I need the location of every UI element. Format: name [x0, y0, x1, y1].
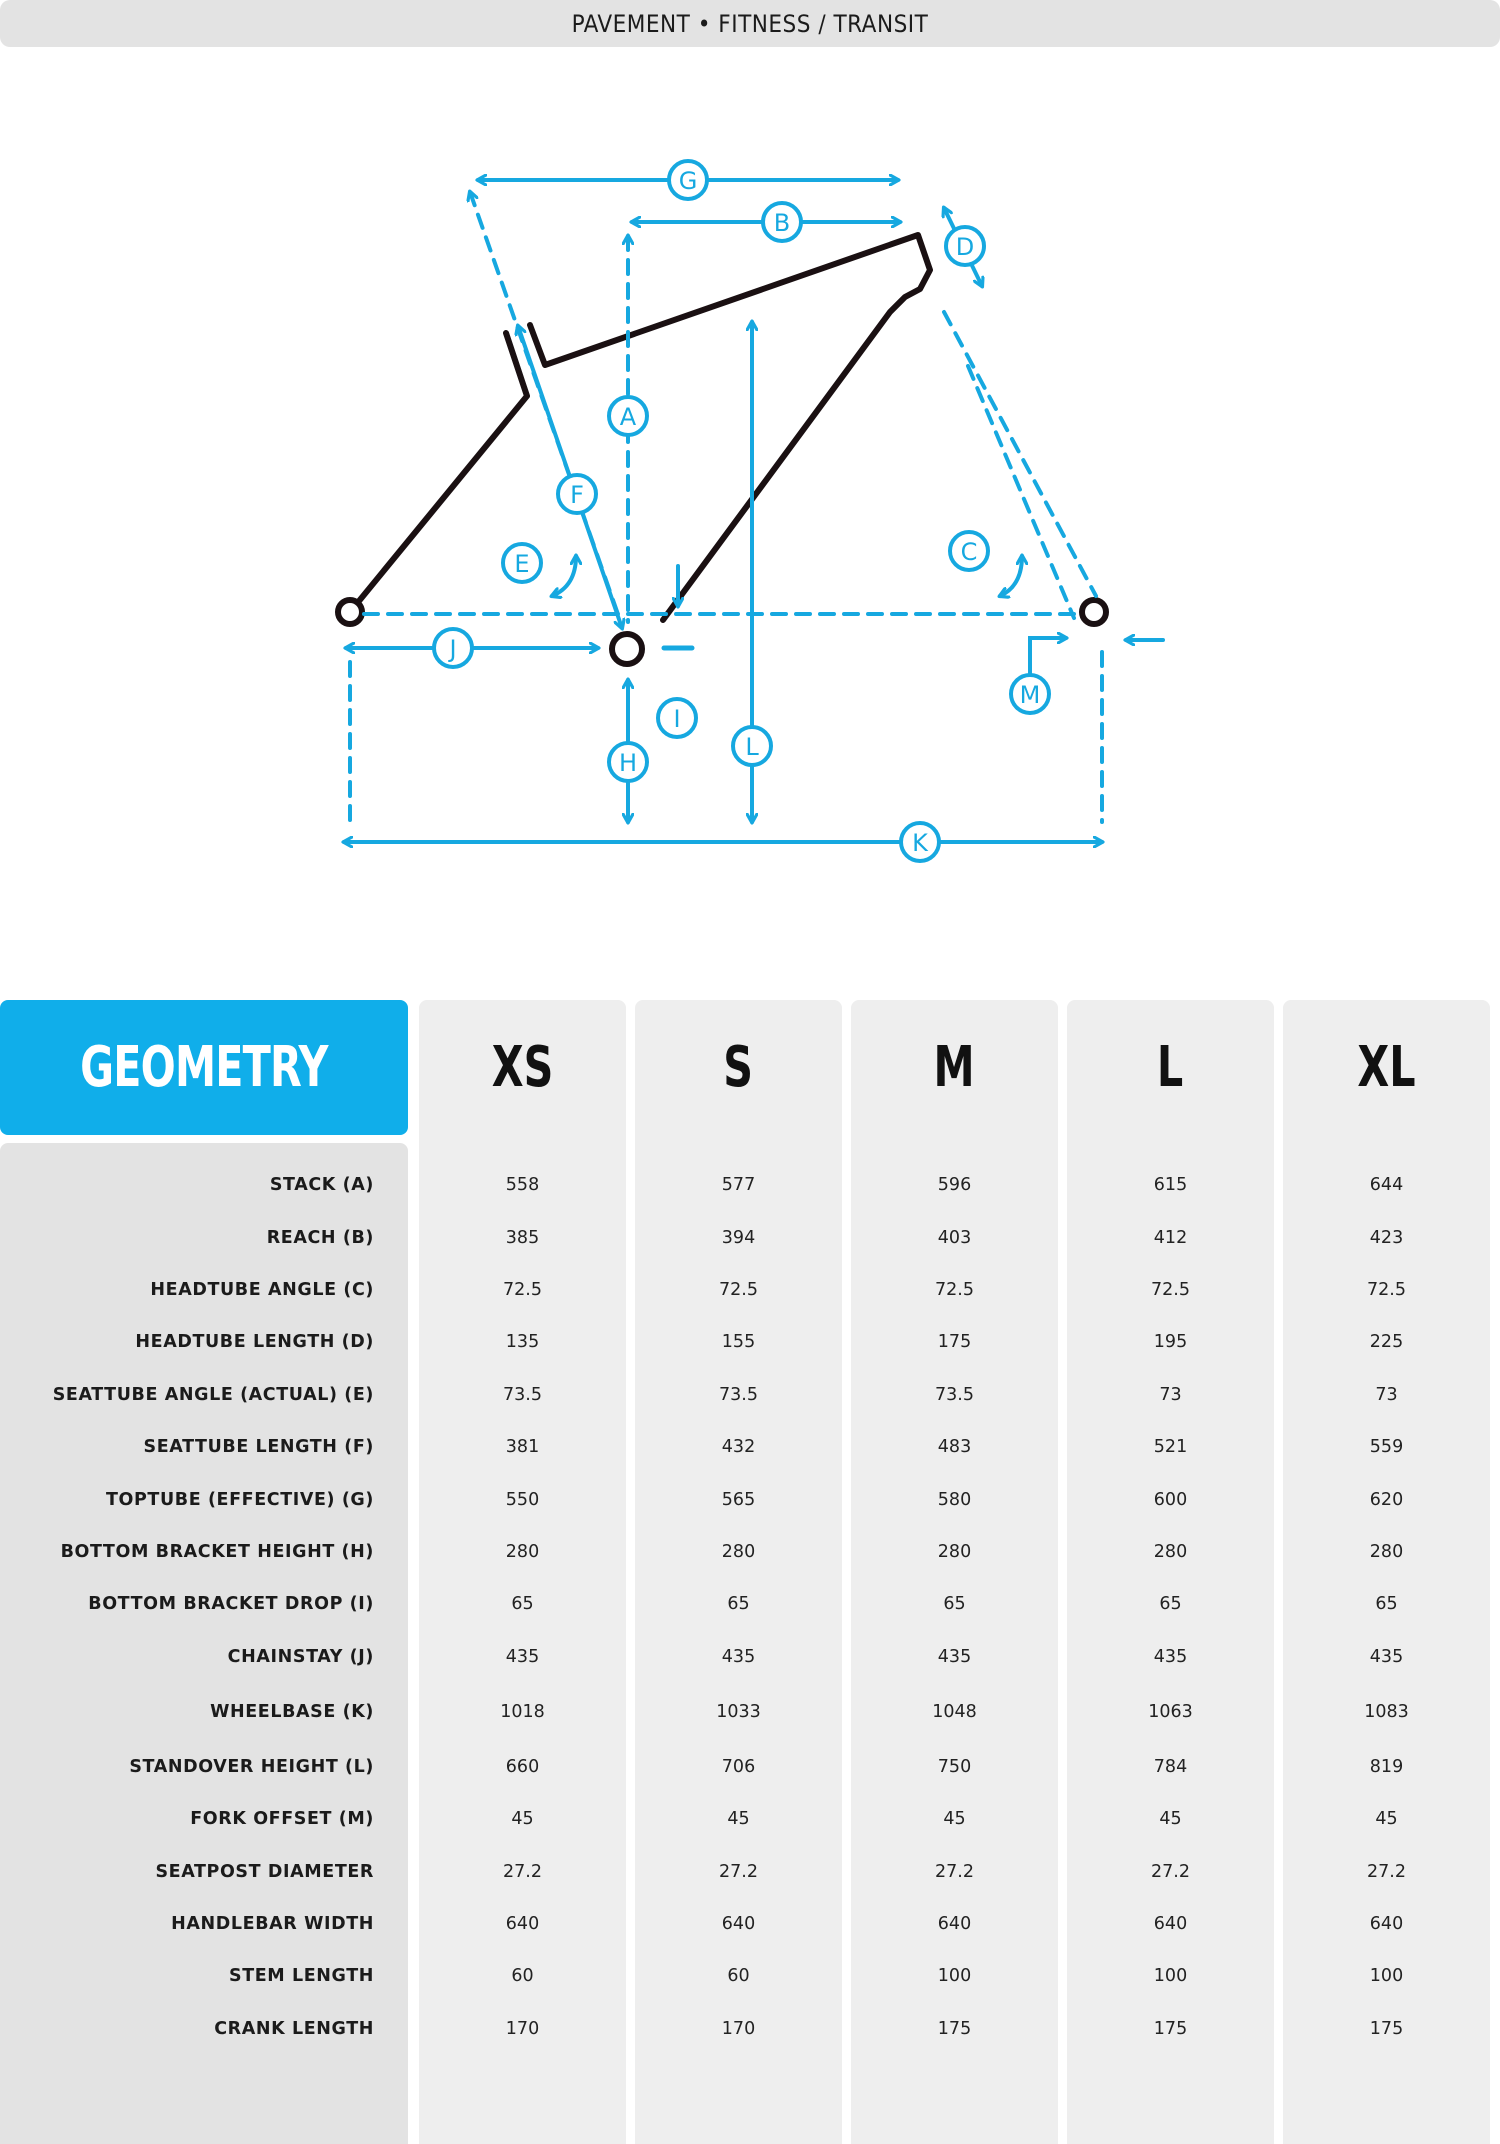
table-cell: 170 — [505, 2019, 540, 2039]
geometry-title: GEOMETRY — [80, 1035, 328, 1100]
row-label: STACK (A) — [269, 1175, 374, 1195]
table-cell: 280 — [721, 1542, 756, 1562]
row-label: FORK OFFSET (M) — [190, 1809, 374, 1829]
table-cell: 550 — [505, 1490, 540, 1510]
frame-geometry-diagram — [0, 0, 1500, 960]
table-cell: 280 — [505, 1542, 540, 1562]
table-cell: 175 — [937, 1332, 972, 1352]
table-cell: 195 — [1153, 1332, 1188, 1352]
table-cell: 640 — [937, 1914, 972, 1934]
table-cell: 100 — [937, 1966, 972, 1986]
table-cell: 640 — [1369, 1914, 1404, 1934]
label-m — [1011, 675, 1049, 713]
table-cell: 596 — [937, 1175, 972, 1195]
dim-c-arc — [1000, 556, 1022, 596]
table-cell: 559 — [1369, 1437, 1404, 1457]
row-label: STANDOVER HEIGHT (L) — [129, 1757, 374, 1777]
rear-axle — [338, 600, 362, 624]
svg-text:E: E — [514, 550, 530, 578]
svg-text:A: A — [619, 403, 637, 431]
table-cell: 100 — [1153, 1966, 1188, 1986]
label-l — [733, 727, 771, 765]
table-cell: 45 — [943, 1809, 966, 1829]
table-cell: 60 — [511, 1966, 534, 1986]
table-cell: 580 — [937, 1490, 972, 1510]
table-cell: 280 — [937, 1542, 972, 1562]
table-cell: 577 — [721, 1175, 756, 1195]
size-header: S — [723, 1035, 754, 1100]
table-cell: 706 — [721, 1757, 756, 1777]
size-header: M — [933, 1035, 976, 1100]
table-cell: 60 — [727, 1966, 750, 1986]
table-cell: 175 — [1153, 2019, 1188, 2039]
table-cell: 640 — [721, 1914, 756, 1934]
table-cell: 45 — [1375, 1809, 1398, 1829]
front-axle — [1082, 600, 1106, 624]
dim-m-leader — [1030, 638, 1066, 680]
table-cell: 27.2 — [935, 1862, 974, 1882]
table-cell: 100 — [1369, 1966, 1404, 1986]
size-column-xl — [1283, 1000, 1490, 2144]
svg-text:I: I — [673, 705, 681, 733]
table-cell: 65 — [727, 1594, 750, 1614]
table-cell: 1048 — [932, 1702, 977, 1722]
row-label: CHAINSTAY (J) — [227, 1647, 374, 1667]
table-cell: 558 — [505, 1175, 540, 1195]
svg-text:G: G — [678, 167, 698, 195]
label-j — [434, 629, 472, 667]
table-cell: 640 — [505, 1914, 540, 1934]
table-cell: 435 — [1369, 1647, 1404, 1667]
label-k — [901, 823, 939, 861]
table-cell: 644 — [1369, 1175, 1404, 1195]
table-cell: 483 — [937, 1437, 972, 1457]
table-cell: 1083 — [1364, 1702, 1409, 1722]
table-cell: 73.5 — [503, 1385, 542, 1405]
label-a — [609, 397, 647, 435]
row-label: TOPTUBE (EFFECTIVE) (G) — [105, 1490, 374, 1510]
table-cell: 72.5 — [503, 1280, 542, 1300]
label-h — [609, 743, 647, 781]
table-cell: 423 — [1369, 1228, 1404, 1248]
row-label: REACH (B) — [266, 1228, 374, 1248]
row-label: STEM LENGTH — [229, 1966, 374, 1986]
label-d — [946, 227, 984, 265]
size-column-xs — [419, 1000, 626, 2144]
table-cell: 394 — [721, 1228, 756, 1248]
table-cell: 27.2 — [1151, 1862, 1190, 1882]
table-cell: 435 — [937, 1647, 972, 1667]
table-cell: 65 — [511, 1594, 534, 1614]
label-i — [658, 699, 696, 737]
row-label: HEADTUBE ANGLE (C) — [150, 1280, 374, 1300]
table-cell: 73 — [1159, 1385, 1182, 1405]
table-cell: 73 — [1375, 1385, 1398, 1405]
table-cell: 435 — [721, 1647, 756, 1667]
row-label: BOTTOM BRACKET DROP (I) — [88, 1594, 374, 1614]
size-column-m — [851, 1000, 1058, 2144]
svg-text:M: M — [1019, 681, 1041, 709]
table-cell: 155 — [721, 1332, 756, 1352]
table-cell: 521 — [1153, 1437, 1188, 1457]
table-cell: 600 — [1153, 1490, 1188, 1510]
label-c — [950, 532, 988, 570]
table-cell: 175 — [1369, 2019, 1404, 2039]
table-cell: 175 — [937, 2019, 972, 2039]
table-cell: 45 — [1159, 1809, 1182, 1829]
row-label: HEADTUBE LENGTH (D) — [135, 1332, 374, 1352]
size-header: XL — [1357, 1035, 1416, 1100]
svg-text:K: K — [912, 829, 928, 857]
svg-text:B: B — [773, 209, 791, 237]
table-cell: 65 — [1159, 1594, 1182, 1614]
table-cell: 72.5 — [719, 1280, 758, 1300]
table-cell: 72.5 — [1367, 1280, 1406, 1300]
row-label: SEATTUBE ANGLE (ACTUAL) (E) — [52, 1385, 374, 1405]
table-cell: 1063 — [1148, 1702, 1193, 1722]
table-cell: 385 — [505, 1228, 540, 1248]
svg-text:J: J — [449, 635, 457, 663]
svg-text:L: L — [745, 733, 759, 761]
table-cell: 620 — [1369, 1490, 1404, 1510]
row-label: SEATPOST DIAMETER — [155, 1862, 374, 1882]
label-g — [669, 161, 707, 199]
table-cell: 73.5 — [935, 1385, 974, 1405]
table-cell: 660 — [505, 1757, 540, 1777]
table-cell: 819 — [1369, 1757, 1404, 1777]
dim-e-arc — [552, 556, 576, 596]
table-cell: 381 — [505, 1437, 540, 1457]
table-cell: 65 — [943, 1594, 966, 1614]
table-cell: 45 — [727, 1809, 750, 1829]
seat-stay — [350, 333, 530, 612]
table-cell: 72.5 — [935, 1280, 974, 1300]
table-cell: 170 — [721, 2019, 756, 2039]
table-cell: 1018 — [500, 1702, 545, 1722]
geometry-title-cell — [0, 1000, 408, 1135]
table-cell: 565 — [721, 1490, 756, 1510]
table-cell: 435 — [1153, 1647, 1188, 1667]
row-label: CRANK LENGTH — [214, 2019, 374, 2039]
fork-offset-line — [968, 366, 1074, 618]
label-b — [763, 203, 801, 241]
label-f — [558, 475, 596, 513]
label-e — [503, 544, 541, 582]
category-title: PAVEMENT • FITNESS / TRANSIT — [571, 9, 929, 38]
table-cell: 784 — [1153, 1757, 1188, 1777]
table-cell: 27.2 — [719, 1862, 758, 1882]
svg-text:F: F — [570, 481, 584, 509]
size-header: L — [1157, 1035, 1184, 1100]
top-tube-and-head-tube — [530, 235, 930, 620]
table-cell: 135 — [505, 1332, 540, 1352]
table-cell: 412 — [1153, 1228, 1188, 1248]
table-cell: 280 — [1153, 1542, 1188, 1562]
size-header: XS — [491, 1035, 554, 1100]
size-column-l — [1067, 1000, 1274, 2144]
table-cell: 615 — [1153, 1175, 1188, 1195]
table-cell: 225 — [1369, 1332, 1404, 1352]
table-cell: 72.5 — [1151, 1280, 1190, 1300]
row-label-column — [0, 1143, 408, 2144]
table-cell: 403 — [937, 1228, 972, 1248]
row-label: BOTTOM BRACKET HEIGHT (H) — [60, 1542, 374, 1562]
row-label: HANDLEBAR WIDTH — [171, 1914, 374, 1934]
size-column-s — [635, 1000, 842, 2144]
svg-text:D: D — [955, 233, 975, 261]
row-label: WHEELBASE (K) — [210, 1702, 374, 1722]
table-cell: 435 — [505, 1647, 540, 1667]
table-cell: 45 — [511, 1809, 534, 1829]
table-cell: 1033 — [716, 1702, 761, 1722]
table-cell: 640 — [1153, 1914, 1188, 1934]
bottom-bracket — [612, 634, 642, 664]
table-cell: 65 — [1375, 1594, 1398, 1614]
svg-text:C: C — [960, 538, 978, 566]
table-cell: 27.2 — [1367, 1862, 1406, 1882]
table-cell: 27.2 — [503, 1862, 542, 1882]
table-cell: 73.5 — [719, 1385, 758, 1405]
svg-text:H: H — [618, 749, 638, 777]
row-label: SEATTUBE LENGTH (F) — [143, 1437, 374, 1457]
table-cell: 432 — [721, 1437, 756, 1457]
table-cell: 280 — [1369, 1542, 1404, 1562]
table-cell: 750 — [937, 1757, 972, 1777]
